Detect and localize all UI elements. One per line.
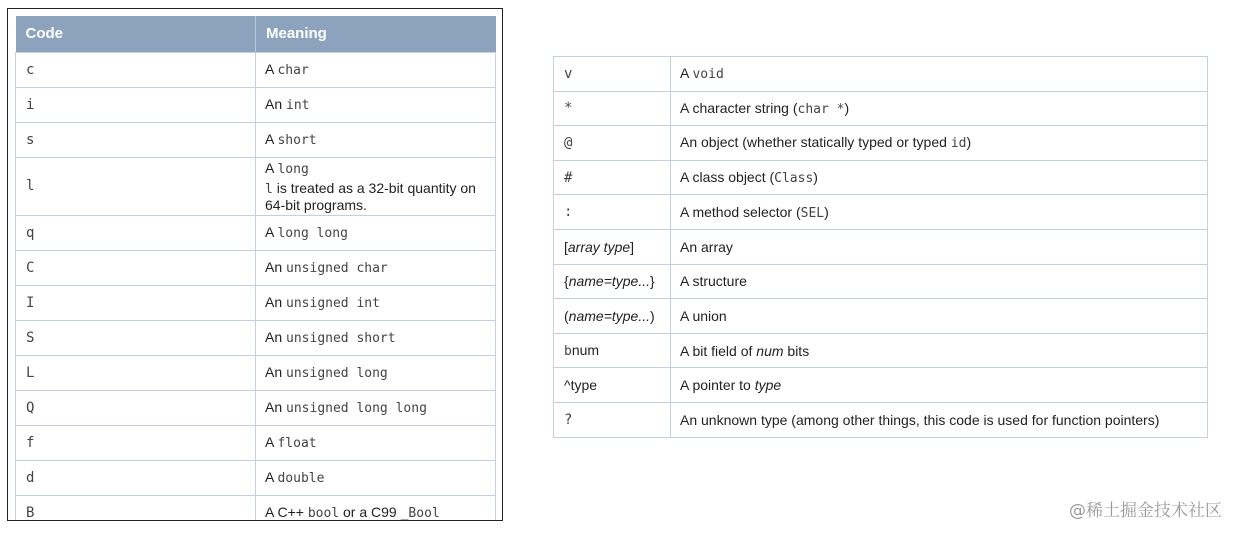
meaning-cell: A class object (Class) xyxy=(671,160,1208,195)
table-row xyxy=(16,122,496,157)
table-row xyxy=(554,91,1208,126)
code-cell: d xyxy=(16,460,256,495)
code-cell: B xyxy=(16,495,256,521)
left-table-frame xyxy=(7,8,503,521)
code-cell: c xyxy=(16,52,256,87)
watermark: @稀土掘金技术社区 xyxy=(1069,501,1222,521)
table-row xyxy=(554,57,1208,92)
code-cell: (name=type...) xyxy=(554,299,671,334)
code-cell: ^type xyxy=(554,368,671,403)
code-cell: f xyxy=(16,425,256,460)
table-row xyxy=(554,160,1208,195)
meaning-cell: A long l is treated as a 32-bit quantity on 64-bit programs. xyxy=(256,157,496,215)
meaning-cell: A char xyxy=(256,52,496,87)
table-row xyxy=(16,52,496,87)
meaning-cell: An int xyxy=(256,87,496,122)
code-cell: L xyxy=(16,355,256,390)
code-cell: v xyxy=(554,57,671,92)
table-row xyxy=(16,390,496,425)
meaning-cell: A character string (char *) xyxy=(671,91,1208,126)
table-row xyxy=(554,299,1208,334)
code-cell: q xyxy=(16,215,256,250)
type-code-table-primitives xyxy=(15,16,496,521)
code-cell: : xyxy=(554,195,671,230)
table-row xyxy=(554,229,1208,264)
table-row xyxy=(16,250,496,285)
meaning-cell: An unsigned short xyxy=(256,320,496,355)
row-note: l is treated as a 32-bit quantity on 64-bit programs. xyxy=(265,179,476,213)
code-cell: * xyxy=(554,91,671,126)
meaning-cell: A short xyxy=(256,122,496,157)
table-row xyxy=(554,368,1208,403)
meaning-cell: A structure xyxy=(671,264,1208,299)
meaning-cell: A bit field of num bits xyxy=(671,333,1208,368)
table-row xyxy=(16,425,496,460)
table-row xyxy=(554,402,1208,437)
table-row xyxy=(16,157,496,215)
meaning-cell: A pointer to type xyxy=(671,368,1208,403)
table-header-row xyxy=(16,16,496,52)
table-row xyxy=(16,215,496,250)
table-row xyxy=(16,285,496,320)
meaning-cell: An object (whether statically typed or typed id) xyxy=(671,126,1208,161)
table-row xyxy=(16,460,496,495)
table-row xyxy=(554,126,1208,161)
type-code-table-compound xyxy=(553,56,1208,438)
table-row xyxy=(16,320,496,355)
code-cell: {name=type...} xyxy=(554,264,671,299)
meaning-cell: An unknown type (among other things, this code is used for function pointers) xyxy=(671,402,1208,437)
code-cell: bnum xyxy=(554,333,671,368)
meaning-cell: A void xyxy=(671,57,1208,92)
meaning-cell: A union xyxy=(671,299,1208,334)
code-cell: I xyxy=(16,285,256,320)
code-cell: s xyxy=(16,122,256,157)
meaning-cell: A double xyxy=(256,460,496,495)
code-cell: S xyxy=(16,320,256,355)
code-cell: ? xyxy=(554,402,671,437)
meaning-cell: An unsigned long xyxy=(256,355,496,390)
meaning-cell: An unsigned long long xyxy=(256,390,496,425)
code-cell: # xyxy=(554,160,671,195)
meaning-cell: An unsigned char xyxy=(256,250,496,285)
header-code: Code xyxy=(16,16,256,52)
code-cell: Q xyxy=(16,390,256,425)
table-row xyxy=(554,333,1208,368)
table-row xyxy=(16,495,496,521)
meaning-cell: A C++ bool or a C99 _Bool xyxy=(256,495,496,521)
table-row xyxy=(16,355,496,390)
meaning-cell: A float xyxy=(256,425,496,460)
table-row xyxy=(16,87,496,122)
table-row xyxy=(554,195,1208,230)
code-cell: l xyxy=(16,157,256,215)
header-meaning: Meaning xyxy=(256,16,496,52)
meaning-cell: A method selector (SEL) xyxy=(671,195,1208,230)
code-cell: @ xyxy=(554,126,671,161)
code-cell: C xyxy=(16,250,256,285)
meaning-cell: A long long xyxy=(256,215,496,250)
meaning-cell: An unsigned int xyxy=(256,285,496,320)
code-cell: [array type] xyxy=(554,229,671,264)
table-row xyxy=(554,264,1208,299)
meaning-cell: An array xyxy=(671,229,1208,264)
code-cell: i xyxy=(16,87,256,122)
